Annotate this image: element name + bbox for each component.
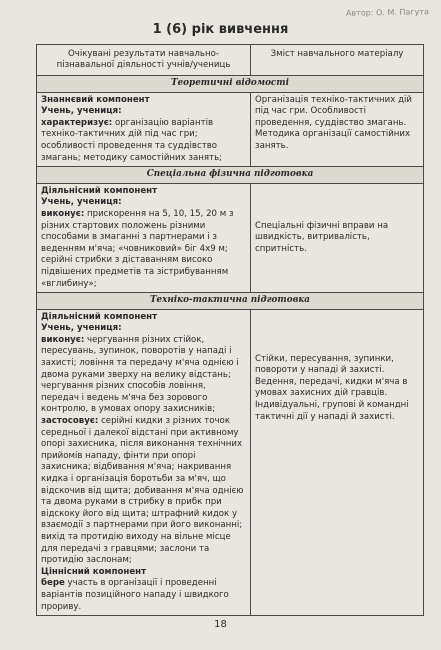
action-label: бере: [41, 578, 65, 589]
result-text: [41, 578, 246, 613]
result-text: [41, 118, 246, 164]
content-text: Стійки, пересування, зупинки, повороти у нападі й захисті. Ведення, передачі, кидки м'яча в умовах захисних дій гравців. Індивідуальні, групові й командні тактичні дії у нападі й захисті.: [255, 353, 409, 422]
content-cell: [251, 183, 424, 292]
action-label: виконує:: [41, 208, 85, 219]
section-title: Техніко-тактична підготовка: [37, 293, 424, 310]
action-text: участь в організації і проведенні варіантів позиційного нападу і швидкого прориву.: [41, 578, 229, 612]
pupils-label: Учень, учениця:: [41, 197, 122, 208]
content-text: Організація техніко-тактичних дій під час гри. Особливості проведення, суддівство змагань. Методика організації самостійних занять.: [255, 94, 412, 151]
component-label: Знаннєвий компонент: [41, 94, 150, 105]
results-cell: [37, 92, 251, 167]
curriculum-table: [36, 44, 424, 616]
table-header-row: [37, 45, 424, 76]
action-text: чергування різних стійок, пересувань, зупинок, поворотів у нападі і захисті; ловіння та передачу м'яча однією і двома руками зверху на велику відстань; чергування різних способів ловіння, передач і ведень м'яча без зорового контролю, в умовах опору захисників;: [41, 334, 239, 415]
section-row: [37, 293, 424, 310]
pupils-label: Учень, учениця:: [41, 106, 122, 117]
section-title: Спеціальна фізична підготовка: [37, 167, 424, 184]
column-header-results: Очікувані результати навчально-пізнавальної діяльності учнів/учениць: [37, 45, 251, 76]
result-text: [41, 416, 246, 567]
bleed-through-text: Автор: О. М. Пагута: [346, 7, 430, 18]
action-text: прискорення на 5, 10, 15, 20 м з різних стартових положень різними способами в змаганні з партнерами і з веденням м'яча; «човниковий» біг 4х9 м; серійні стрибки з діставанням високо підвішених предметів та зістрибуванням «вглибину»;: [41, 208, 234, 289]
content-cell: [251, 309, 424, 615]
column-header-content: Зміст навчального матеріалу: [251, 45, 424, 76]
result-text: [41, 209, 246, 290]
page-title: 1 (6) рік вивчення: [152, 22, 289, 37]
section-row: [37, 76, 424, 93]
table-row: [37, 92, 424, 167]
content-cell: [251, 92, 424, 167]
results-cell: [37, 309, 251, 615]
action-text: організацію варіантів техніко-тактичних дій під час гри; особливості проведення та суддівство змагань; методику самостійних занять;: [41, 117, 223, 163]
section-title: Теоретичні відомості: [37, 76, 424, 93]
action-text: серійні кидки з різних точок середньої і далекої відстані при активному опорі захисника, після виконання технічних прийомів нападу, фінти при опорі захисника; відбивання м'яча; накривання кидка і організація боротьби за м'яч, що відскочив від щита; добивання м'яча однією та двома руками в стрибку в прибк при відскоку його від щита; штрафний кидок у взаємодії з партнерами при його виконанні; вихід та протидію виходу на вільне місце для передачі з гравцями; заслони та протидію заслонам;: [41, 416, 244, 566]
action-label: застосовує:: [41, 416, 99, 427]
content-text: Спеціальні фізичні вправи на швидкість, витривалість, спритність.: [255, 220, 389, 254]
action-label: характеризує:: [41, 117, 113, 128]
table-row: [37, 309, 424, 615]
page-number: 18: [214, 619, 227, 630]
component-label: Діяльнісний компонент: [41, 311, 158, 322]
results-cell: [37, 183, 251, 292]
component-label: Ціннісний компонент: [41, 566, 147, 577]
section-row: [37, 167, 424, 184]
action-label: виконує:: [41, 334, 85, 345]
pupils-label: Учень, учениця:: [41, 323, 122, 334]
component-label: Діяльнісний компонент: [41, 185, 158, 196]
table-row: [37, 183, 424, 292]
result-text: [41, 335, 246, 416]
